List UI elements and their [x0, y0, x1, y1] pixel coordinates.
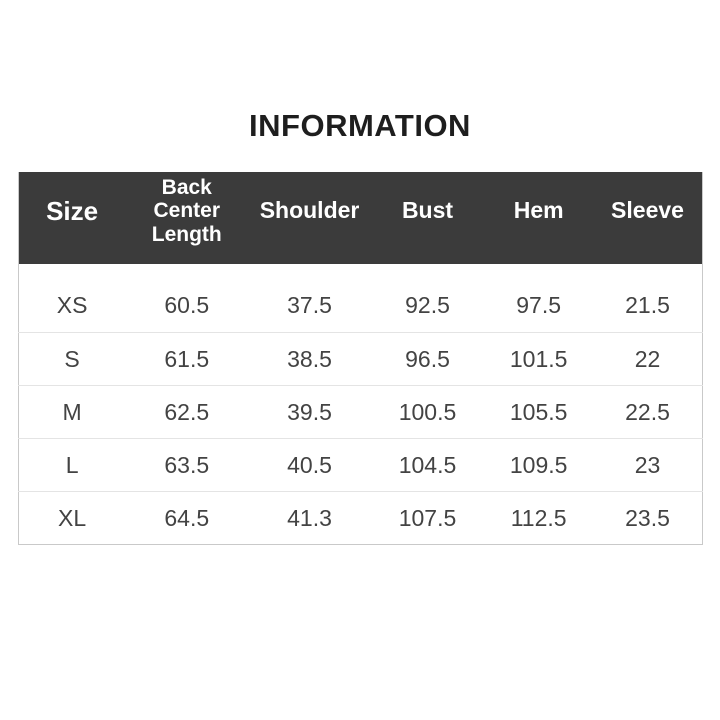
- cell-size: S: [19, 333, 126, 386]
- column-header-hem: Hem: [484, 172, 593, 264]
- cell-size: XL: [19, 492, 126, 545]
- table-row-xs: [19, 264, 703, 333]
- cell-hem: 101.5: [484, 333, 593, 386]
- table-header-row: [19, 172, 703, 264]
- cell-back-center-length: 63.5: [125, 439, 248, 492]
- cell-bust: 107.5: [371, 492, 485, 545]
- cell-sleeve: 23.5: [593, 492, 702, 545]
- cell-shoulder: 37.5: [248, 264, 370, 333]
- table-row-xl: [19, 492, 703, 545]
- cell-size: XS: [19, 264, 126, 333]
- size-chart: [18, 172, 703, 545]
- cell-hem: 112.5: [484, 492, 593, 545]
- column-header-bust: Bust: [371, 172, 485, 264]
- cell-hem: 105.5: [484, 386, 593, 439]
- column-header-back-center-length: Back Center Length: [125, 172, 248, 264]
- cell-sleeve: 22.5: [593, 386, 702, 439]
- table-row-s: [19, 333, 703, 386]
- cell-sleeve: 23: [593, 439, 702, 492]
- table-row-l: [19, 439, 703, 492]
- cell-bust: 104.5: [371, 439, 485, 492]
- cell-size: L: [19, 439, 126, 492]
- page-title: INFORMATION: [249, 108, 471, 143]
- table-row-m: [19, 386, 703, 439]
- column-header-shoulder: Shoulder: [248, 172, 370, 264]
- cell-size: M: [19, 386, 126, 439]
- cell-sleeve: 21.5: [593, 264, 702, 333]
- cell-hem: 109.5: [484, 439, 593, 492]
- cell-bust: 100.5: [371, 386, 485, 439]
- cell-shoulder: 39.5: [248, 386, 370, 439]
- cell-bust: 92.5: [371, 264, 485, 333]
- cell-back-center-length: 64.5: [125, 492, 248, 545]
- cell-back-center-length: 61.5: [125, 333, 248, 386]
- cell-shoulder: 38.5: [248, 333, 370, 386]
- cell-back-center-length: 62.5: [125, 386, 248, 439]
- column-header-sleeve: Sleeve: [593, 172, 702, 264]
- cell-shoulder: 41.3: [248, 492, 370, 545]
- cell-back-center-length: 60.5: [125, 264, 248, 333]
- column-header-size: Size: [19, 172, 126, 264]
- cell-bust: 96.5: [371, 333, 485, 386]
- size-chart-table: [18, 172, 703, 545]
- cell-sleeve: 22: [593, 333, 702, 386]
- cell-hem: 97.5: [484, 264, 593, 333]
- cell-shoulder: 40.5: [248, 439, 370, 492]
